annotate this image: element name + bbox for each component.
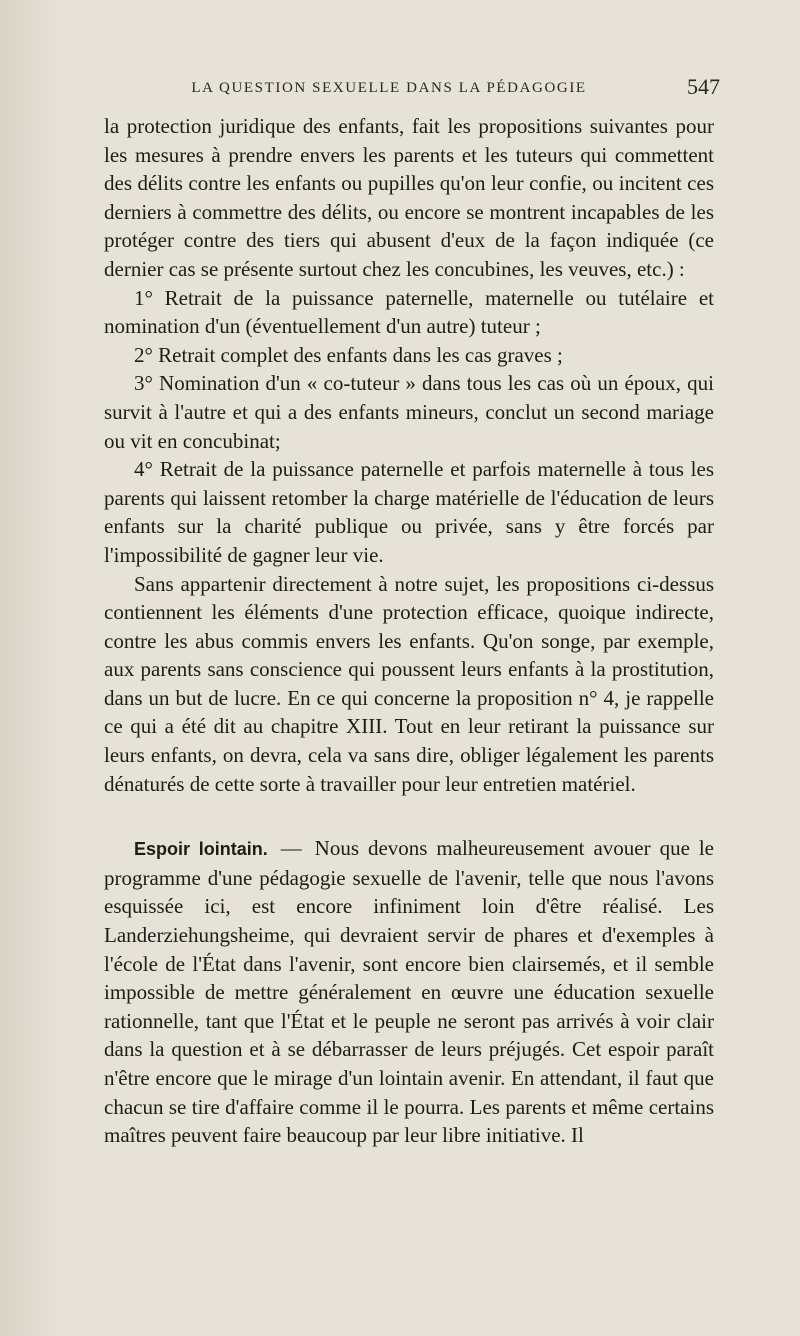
page-number: 547 (687, 74, 720, 99)
intro-paragraph: la protection juridique des enfants, fait les propositions suivantes pour les mesures à prendre envers les parents et les tuteurs qui commettent des délits contre les enfants ou pupilles qu'on leur confie, ou incitent ces derniers à commettre des délits, ou encore se montrent incapables de les protéger contre des tiers qui abusent d'eux de la façon indiquée (ce dernier cas se présente surtout chez les concubines, les veuves, etc.) : (104, 114, 714, 281)
proposal-item-1: 1° Retrait de la puissance paternelle, maternelle ou tutélaire et nomination d'un (éventuellement d'un autre) tuteur ; (104, 285, 714, 339)
commentary-paragraph: Sans appartenir directement à notre sujet, les propositions ci-dessus contiennent les éléments d'une protection efficace, quoique indirecte, contre les abus commis envers les enfants. Qu'on songe, par exemple, aux parents sans conscience qui poussent leurs enfants à la prostitution, dans un but de lucre. En ce qui concerne la proposition n° 4, je rappelle ce qui a été dit au chapitre XIII. Tout en leur retirant la puissance sur leurs enfants, on devra, cela va sans dire, obliger légalement les parents dénaturés de cette sorte à travailler pour leur entretien matériel. (104, 571, 714, 796)
section-paragraph (104, 834, 714, 1150)
running-header (104, 74, 720, 106)
heading-dash: — (280, 836, 302, 861)
section-divider-space (104, 798, 714, 834)
section-heading: Espoir lointain. (134, 839, 268, 860)
proposal-item-3: 3° Nomination d'un « co-tuteur » dans tous les cas où un époux, qui survit à l'autre et qui a des enfants mineurs, conclut un second mariage ou vit en concubinat; (104, 371, 714, 453)
proposal-item-2: 2° Retrait complet des enfants dans les cas graves ; (134, 342, 563, 367)
section-text: Nous devons malheureusement avouer que le programme d'une pédagogie sexuelle de l'avenir, telle que nous l'avons esquissée ici, est encore infiniment loin d'être réalisé. Les Landerziehungsheime, qui devraient servir de phares et d'exemples à l'école de l'État dans l'avenir, sont encore bien clairsemés, et il semble impossible de mettre généralement en œuvre une éducation sexuelle rationnelle, tant que l'État et le peuple ne seront pas arrivés à voir clair dans la question et à se débarrasser de leurs préjugés. Cet espoir paraît n'être encore que le mirage d'un lointain avenir. En attendant, il faut que chacun se tire d'affaire comme il le pourra. Les parents et même certains maîtres peuvent faire beaucoup par leur libre initiative. Il (104, 836, 715, 1148)
proposal-item-4: 4° Retrait de la puissance paternelle et parfois maternelle à tous les parents qui laissent retomber la charge matérielle de l'éducation de leurs enfants sur la charité publique ou privée, sans y être forcés par l'impossibilité de gagner leur vie. (104, 457, 714, 567)
running-title: LA QUESTION SEXUELLE DANS LA PÉDAGOGIE (191, 80, 587, 96)
